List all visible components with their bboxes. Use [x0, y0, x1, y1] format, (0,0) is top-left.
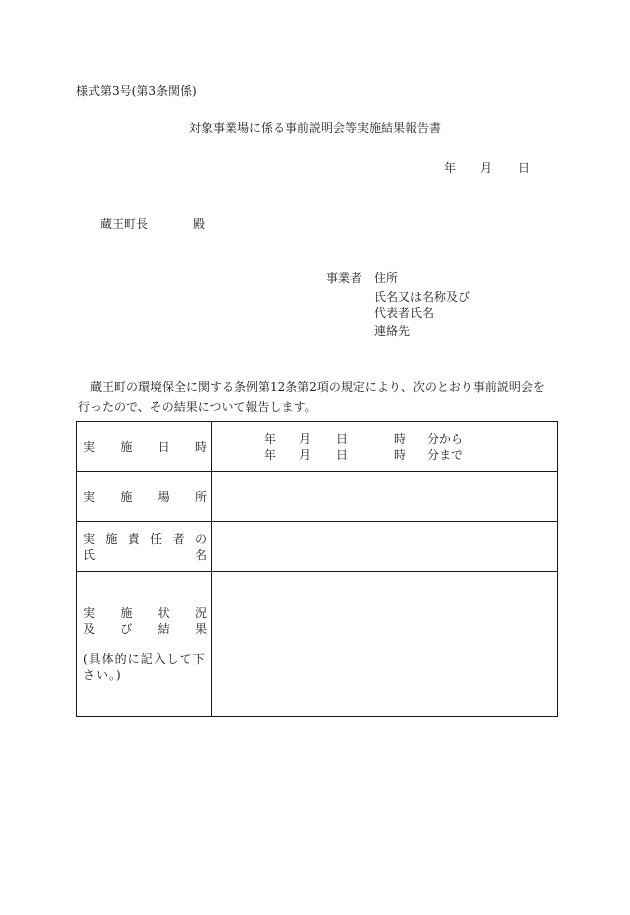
label-char: 実: [83, 531, 96, 546]
label-char: 時: [194, 439, 207, 454]
status-note: (具体的に記入して下さい。): [83, 652, 206, 682]
label-char: び: [120, 622, 133, 636]
label-char: 場: [157, 489, 170, 504]
spread-label: [83, 531, 207, 547]
spread-label: [83, 547, 207, 563]
spread-label: [83, 439, 207, 455]
label-char: 任: [150, 531, 163, 546]
intro-text: 蔵王町の環境保全に関する条例第12条第2項の規定により、次のとおり事前説明会を行ったので、その結果について報告します。: [78, 380, 545, 414]
label-char: 日: [157, 439, 170, 454]
label-char: 施: [120, 489, 133, 504]
document-title: 対象事業場に係る事前説明会等実施結果報告書: [188, 121, 441, 135]
to-hour: 時: [394, 447, 407, 462]
row-datetime: [77, 422, 558, 472]
row-place: [77, 472, 558, 522]
to-day: 日: [336, 447, 349, 462]
row-status: [77, 572, 558, 717]
datetime-to: [264, 447, 557, 463]
addressee-honorific: 殿: [193, 217, 206, 231]
label-char: 名: [194, 547, 207, 562]
to-minute: 分まで: [427, 447, 464, 462]
row-responsible: [77, 522, 558, 572]
label-char: 施: [120, 606, 133, 620]
form-number: 様式第3号(第3条関係): [76, 84, 197, 98]
date-line: [444, 160, 530, 176]
label-char: 状: [157, 606, 170, 620]
from-hour: 時: [394, 431, 407, 446]
from-minute: 分から: [427, 431, 464, 446]
label-char: 所: [194, 489, 207, 504]
label-char: 実: [83, 606, 96, 620]
from-year: 年: [264, 431, 277, 446]
label-char: 施: [105, 531, 118, 546]
label-char: 者: [172, 531, 185, 546]
label-char: 及: [83, 622, 96, 636]
spread-label: [83, 621, 207, 637]
label-char: の: [194, 531, 207, 546]
applicant-name-label-line1: 氏名又は名称及び: [374, 290, 471, 304]
spread-label: [83, 489, 207, 505]
label-char: 氏: [83, 547, 96, 562]
place-value[interactable]: [212, 472, 558, 522]
report-table: [76, 421, 558, 717]
spread-label: [83, 605, 207, 621]
applicant-address-label: 住所: [374, 271, 399, 285]
label-char: 果: [194, 622, 207, 636]
label-char: 実: [83, 489, 96, 504]
label-char: 況: [194, 606, 207, 620]
to-month: 月: [299, 447, 312, 462]
addressee: [100, 216, 205, 232]
responsible-value[interactable]: [212, 522, 558, 572]
label-char: 結: [157, 622, 170, 636]
place-label: [77, 472, 212, 522]
addressee-name: 蔵王町長: [100, 217, 149, 231]
responsible-label: [77, 522, 212, 572]
from-day: 日: [336, 431, 349, 446]
applicant-name-label-line2: 代表者氏名: [374, 306, 435, 320]
applicant-contact-label: 連絡先: [374, 324, 411, 338]
date-day: 日: [518, 161, 531, 175]
date-year: 年: [444, 161, 457, 175]
status-label: [77, 572, 212, 717]
label-char: 責: [127, 531, 140, 546]
date-month: 月: [480, 161, 493, 175]
datetime-label: [77, 422, 212, 472]
status-value[interactable]: [212, 572, 558, 717]
label-char: 実: [83, 439, 96, 454]
from-month: 月: [299, 431, 312, 446]
datetime-from: [264, 431, 557, 447]
label-char: 施: [120, 439, 133, 454]
to-year: 年: [264, 447, 277, 462]
datetime-value[interactable]: [212, 422, 558, 472]
applicant-label: 事業者: [326, 271, 363, 285]
